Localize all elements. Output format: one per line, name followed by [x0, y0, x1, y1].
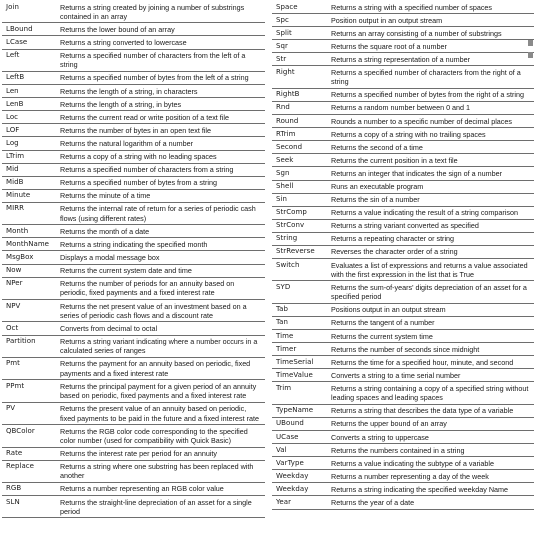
function-description: Returns a specified number of characters from the left of a string — [57, 49, 265, 71]
function-name: Len — [2, 85, 57, 98]
table-row — [272, 316, 534, 329]
function-description: Returns a string created by joining a number of substrings contained in an array — [57, 1, 265, 23]
function-description: Returns a specified number of bytes from the right of a string — [328, 88, 534, 101]
function-name: LBound — [2, 23, 57, 36]
table-row — [272, 14, 534, 27]
table-row — [2, 137, 265, 150]
table-row — [272, 444, 534, 457]
table-row — [2, 71, 265, 84]
function-name: MsgBox — [2, 251, 57, 264]
function-name: Shell — [272, 180, 328, 193]
function-description: Returns the number of seconds since midnight — [328, 343, 534, 356]
table-row — [272, 417, 534, 430]
function-description: Rounds a number to a specific number of decimal places — [328, 115, 534, 128]
function-description: Returns the time for a specified hour, minute, and second — [328, 356, 534, 369]
table-row — [272, 180, 534, 193]
function-description: Returns the minute of a time — [57, 189, 265, 202]
function-name: Sgn — [272, 167, 328, 180]
function-name: Time — [272, 330, 328, 343]
function-name: Replace — [2, 460, 57, 482]
table-row — [2, 380, 265, 402]
function-name: Rnd — [272, 101, 328, 114]
function-description: Returns the payment for an annuity based on periodic, fixed payments and a fixed interest rate — [57, 357, 265, 379]
function-description: Returns the tangent of a number — [328, 316, 534, 329]
function-description: Returns the current system time — [328, 330, 534, 343]
table-row — [272, 330, 534, 343]
function-name: PV — [2, 402, 57, 424]
left-column — [2, 1, 265, 518]
table-row — [2, 98, 265, 111]
function-description: Returns a random number between 0 and 1 — [328, 101, 534, 114]
function-description: Returns a number representing an RGB color value — [57, 482, 265, 495]
function-description: Returns the internal rate of return for a series of periodic cash flows (using different rates) — [57, 202, 265, 224]
function-name: Space — [272, 1, 328, 14]
function-name: Round — [272, 115, 328, 128]
function-description: Returns a copy of a string with no leading spaces — [57, 150, 265, 163]
function-description: Returns the current system date and time — [57, 264, 265, 277]
table-row — [272, 431, 534, 444]
right-table-body — [272, 1, 534, 509]
table-row — [2, 36, 265, 49]
function-description: Evaluates a list of expressions and returns a value associated with the first expression in the list that is True — [328, 259, 534, 281]
table-row — [272, 219, 534, 232]
function-name: UCase — [272, 431, 328, 444]
table-row — [272, 281, 534, 303]
function-description: Returns the natural logarithm of a number — [57, 137, 265, 150]
function-name: TimeSerial — [272, 356, 328, 369]
table-row — [2, 111, 265, 124]
function-name: Left — [2, 49, 57, 71]
function-description: Returns the current position in a text file — [328, 154, 534, 167]
function-name: RTrim — [272, 128, 328, 141]
right-column — [272, 1, 534, 510]
function-name: PPmt — [2, 380, 57, 402]
function-name: Switch — [272, 259, 328, 281]
function-name: Sqr — [272, 40, 328, 53]
function-description: Returns a string representation of a number — [328, 53, 534, 66]
function-description: Returns the month of a date — [57, 225, 265, 238]
function-name: Pmt — [2, 357, 57, 379]
function-name: String — [272, 232, 328, 245]
table-row — [2, 124, 265, 137]
function-description: Returns the number of periods for an annuity based on periodic, fixed payments and a fixed interest rate — [57, 277, 265, 299]
table-row — [2, 322, 265, 335]
table-row — [2, 238, 265, 251]
function-description: Returns the RGB color code corresponding to the specified color number (used for compatibility with Quick Basic) — [57, 425, 265, 447]
table-row — [2, 23, 265, 36]
function-description: Converts from decimal to octal — [57, 322, 265, 335]
function-description: Returns the lower bound of an array — [57, 23, 265, 36]
table-row — [2, 425, 265, 447]
function-name: Split — [272, 27, 328, 40]
function-name: TimeValue — [272, 369, 328, 382]
table-row — [2, 300, 265, 322]
table-row — [272, 128, 534, 141]
function-name: Partition — [2, 335, 57, 357]
function-description: Returns a value indicating the subtype of a variable — [328, 457, 534, 470]
table-row — [272, 470, 534, 483]
function-name: Seek — [272, 154, 328, 167]
table-row — [272, 1, 534, 14]
function-description: Returns the present value of an annuity based on periodic, fixed payments to be paid in the future and a fixed interest rate — [57, 402, 265, 424]
function-description: Converts a string to uppercase — [328, 431, 534, 444]
table-row — [272, 245, 534, 258]
function-description: Returns a specified number of bytes from a string — [57, 176, 265, 189]
table-row — [272, 382, 534, 404]
function-name: LOF — [2, 124, 57, 137]
table-row — [272, 457, 534, 470]
function-description: Converts a string to a time serial number — [328, 369, 534, 382]
function-description: Returns a repeating character or string — [328, 232, 534, 245]
function-name: NPer — [2, 277, 57, 299]
edge-mark — [528, 52, 533, 58]
function-description: Returns a number representing a day of the week — [328, 470, 534, 483]
function-name: StrComp — [272, 206, 328, 219]
table-row — [272, 154, 534, 167]
function-name: Mid — [2, 163, 57, 176]
function-description: Returns a string variant converted as specified — [328, 219, 534, 232]
function-description: Returns a string variant indicating where a number occurs in a calculated series of ranges — [57, 335, 265, 357]
function-description: Returns the net present value of an investment based on a series of periodic cash flows and a discount rate — [57, 300, 265, 322]
function-name: Month — [2, 225, 57, 238]
function-name: LeftB — [2, 71, 57, 84]
function-description: Returns a string where one substring has been replaced with another — [57, 460, 265, 482]
table-row — [272, 369, 534, 382]
table-row — [2, 176, 265, 189]
table-row — [2, 150, 265, 163]
function-description: Returns a string indicating the specified month — [57, 238, 265, 251]
function-name: Right — [272, 66, 328, 88]
function-description: Returns a specified number of characters from a string — [57, 163, 265, 176]
function-name: StrConv — [272, 219, 328, 232]
function-description: Returns the sum-of-years' digits depreciation of an asset for a specified period — [328, 281, 534, 303]
function-description: Returns a specified number of bytes from the left of a string — [57, 71, 265, 84]
function-description: Returns the square root of a number — [328, 40, 534, 53]
table-row — [2, 85, 265, 98]
table-row — [272, 232, 534, 245]
function-name: Weekday — [272, 470, 328, 483]
table-row — [272, 40, 534, 53]
table-row — [2, 49, 265, 71]
function-description: Returns a string converted to lowercase — [57, 36, 265, 49]
function-name: Tab — [272, 303, 328, 316]
function-name: UBound — [272, 417, 328, 430]
function-description: Returns the principal payment for a given period of an annuity based on periodic, fixed payments and a fixed interest rate — [57, 380, 265, 402]
function-name: Trim — [272, 382, 328, 404]
function-description: Displays a modal message box — [57, 251, 265, 264]
table-row — [272, 356, 534, 369]
function-description: Returns an integer that indicates the sign of a number — [328, 167, 534, 180]
function-name: TypeName — [272, 404, 328, 417]
function-name: Rate — [2, 447, 57, 460]
function-name: Year — [272, 496, 328, 509]
right-function-table — [272, 1, 534, 510]
table-row — [272, 66, 534, 88]
table-row — [2, 447, 265, 460]
table-row — [272, 303, 534, 316]
function-description: Position output in an output stream — [328, 14, 534, 27]
function-name: Val — [272, 444, 328, 457]
function-name: MIRR — [2, 202, 57, 224]
function-name: MidB — [2, 176, 57, 189]
function-description: Returns a string indicating the specified weekday Name — [328, 483, 534, 496]
left-function-table — [2, 1, 265, 518]
function-name: Timer — [272, 343, 328, 356]
function-description: Returns a specified number of characters from the right of a string — [328, 66, 534, 88]
table-row — [2, 225, 265, 238]
table-row — [2, 277, 265, 299]
edge-mark — [528, 40, 533, 46]
function-name: Tan — [272, 316, 328, 329]
table-row — [272, 27, 534, 40]
function-description: Returns an array consisting of a number of substrings — [328, 27, 534, 40]
function-name: RGB — [2, 482, 57, 495]
function-description: Returns a string that describes the data type of a variable — [328, 404, 534, 417]
function-description: Returns a copy of a string with no trailing spaces — [328, 128, 534, 141]
function-description: Returns the current read or write position of a text file — [57, 111, 265, 124]
function-description: Returns the interest rate per period for an annuity — [57, 447, 265, 460]
function-description: Returns the number of bytes in an open text file — [57, 124, 265, 137]
table-row — [2, 1, 265, 23]
table-row — [2, 496, 265, 518]
function-name: Now — [2, 264, 57, 277]
function-name: StrReverse — [272, 245, 328, 258]
function-name: MonthName — [2, 238, 57, 251]
function-description: Returns the second of a time — [328, 141, 534, 154]
table-row — [2, 482, 265, 495]
function-name: SYD — [272, 281, 328, 303]
function-name: LCase — [2, 36, 57, 49]
function-name: Loc — [2, 111, 57, 124]
function-name: Sin — [272, 193, 328, 206]
table-row — [272, 141, 534, 154]
table-row — [272, 343, 534, 356]
function-name: Second — [272, 141, 328, 154]
function-description: Returns the year of a date — [328, 496, 534, 509]
function-name: Join — [2, 1, 57, 23]
left-table-body — [2, 1, 265, 518]
table-row — [272, 193, 534, 206]
function-description: Returns the upper bound of an array — [328, 417, 534, 430]
table-row — [2, 460, 265, 482]
function-name: LTrim — [2, 150, 57, 163]
function-description: Positions output in an output stream — [328, 303, 534, 316]
function-name: VarType — [272, 457, 328, 470]
function-description: Returns the numbers contained in a string — [328, 444, 534, 457]
function-description: Returns the sin of a number — [328, 193, 534, 206]
table-row — [272, 53, 534, 66]
function-name: Minute — [2, 189, 57, 202]
table-row — [2, 251, 265, 264]
table-row — [2, 402, 265, 424]
table-row — [2, 189, 265, 202]
table-row — [2, 357, 265, 379]
table-row — [272, 404, 534, 417]
table-row — [272, 115, 534, 128]
table-row — [2, 335, 265, 357]
function-name: Spc — [272, 14, 328, 27]
table-row — [272, 206, 534, 219]
table-row — [272, 496, 534, 509]
function-description: Runs an executable program — [328, 180, 534, 193]
table-row — [272, 259, 534, 281]
table-row — [2, 264, 265, 277]
table-row — [2, 163, 265, 176]
function-name: LenB — [2, 98, 57, 111]
function-name: SLN — [2, 496, 57, 518]
function-name: QBColor — [2, 425, 57, 447]
function-name: Log — [2, 137, 57, 150]
function-description: Returns the length of a string, in characters — [57, 85, 265, 98]
function-description: Returns a string with a specified number of spaces — [328, 1, 534, 14]
function-description: Returns a value indicating the result of a string comparison — [328, 206, 534, 219]
function-name: Oct — [2, 322, 57, 335]
function-description: Reverses the character order of a string — [328, 245, 534, 258]
function-description: Returns a string containing a copy of a specified string without leading spaces and leading spaces — [328, 382, 534, 404]
function-description: Returns the straight-line depreciation of an asset for a single period — [57, 496, 265, 518]
table-row — [272, 101, 534, 114]
table-row — [272, 167, 534, 180]
function-name: Str — [272, 53, 328, 66]
function-name: RightB — [272, 88, 328, 101]
table-row — [272, 483, 534, 496]
function-name: NPV — [2, 300, 57, 322]
table-row — [2, 202, 265, 224]
function-name: Weekday — [272, 483, 328, 496]
table-row — [272, 88, 534, 101]
function-description: Returns the length of a string, in bytes — [57, 98, 265, 111]
